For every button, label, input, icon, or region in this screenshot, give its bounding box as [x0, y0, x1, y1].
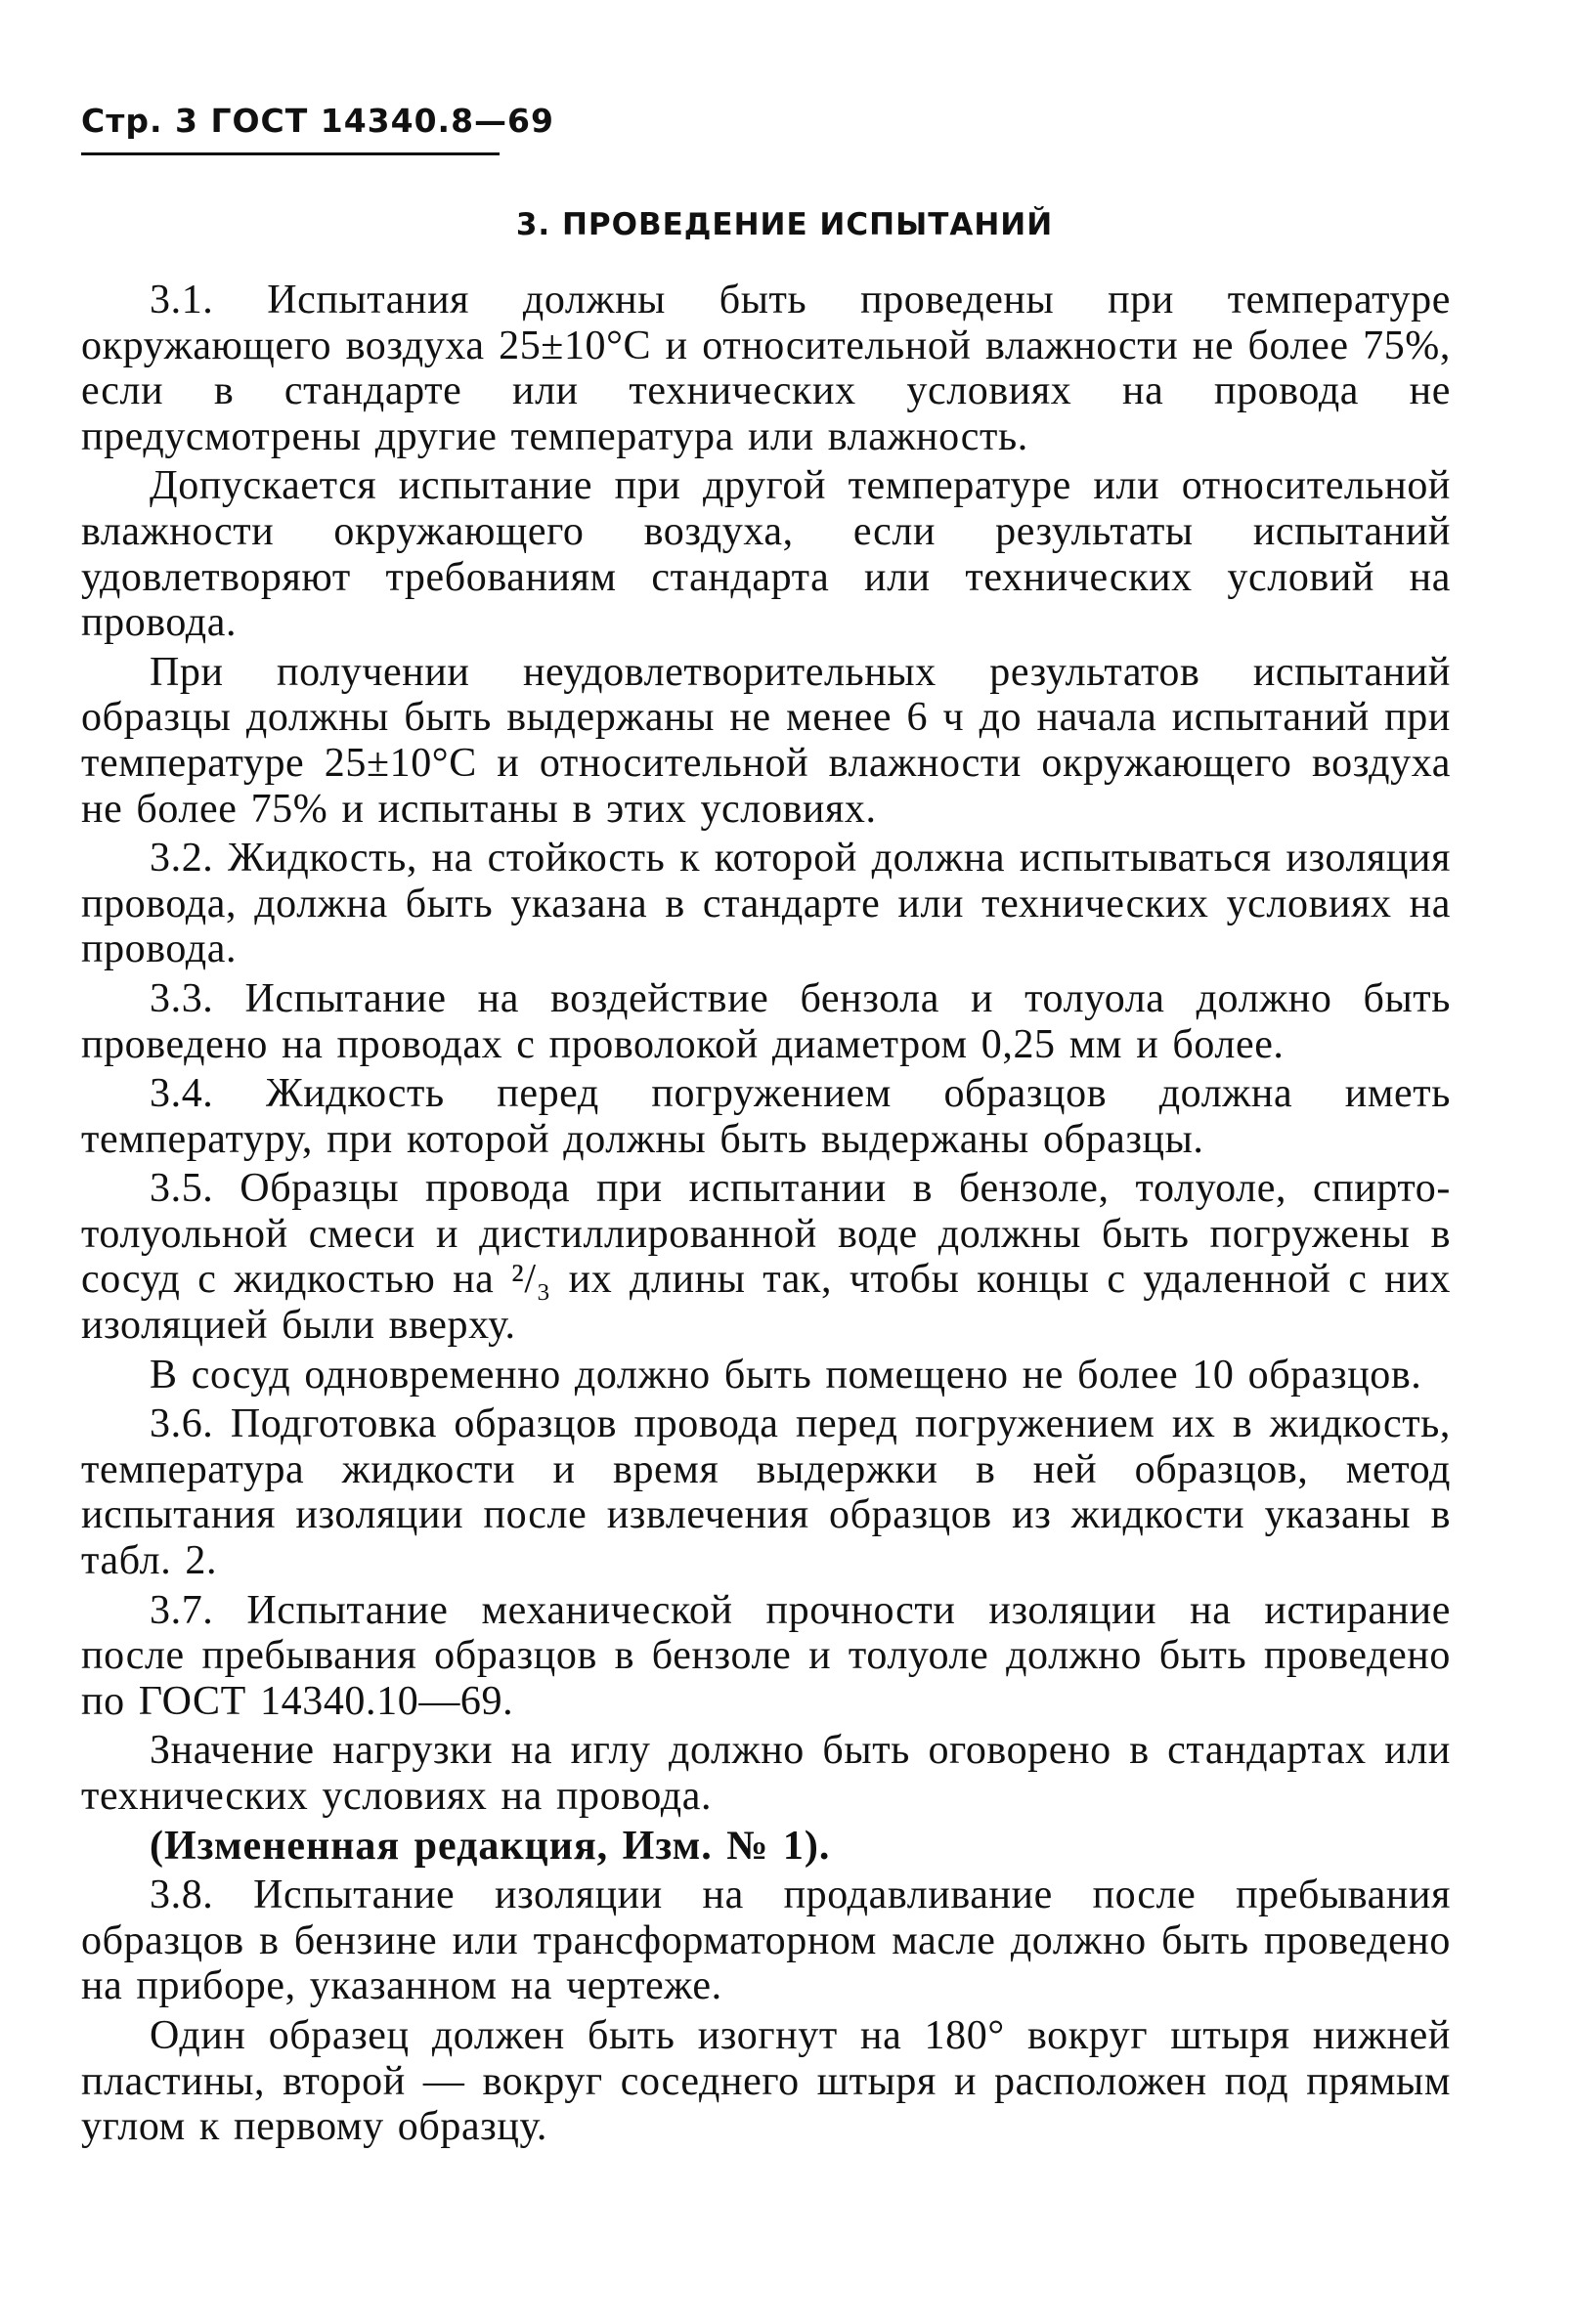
paragraph-3-4: 3.4. Жидкость перед погружением образцов должна иметь температуру, при которой должны быть выдержаны образцы. — [81, 1071, 1451, 1162]
running-header: Стр. 3 ГОСТ 14340.8—69 — [81, 102, 554, 140]
paragraph-3-8: 3.8. Испытание изоляции на продавливание после пребывания образцов в бензине или трансформаторном масле должно быть проведено на приборе, указанном на чертеже. — [81, 1872, 1451, 2009]
amendment-note: (Измененная редакция, Изм. № 1). — [150, 1823, 831, 1869]
paragraph-3-7-load: Значение нагрузки на иглу должно быть оговорено в стандартах или технических условиях на провода. — [81, 1728, 1451, 1819]
header-rule — [81, 152, 500, 155]
paragraph-3-1-conditioning: При получении неудовлетворительных результатов испытаний образцы должны быть выдержаны не менее 6 ч до начала испытаний при температуре 25±10°С и относительной влажности окружающего воздуха не более 75% и испытаны в этих условиях. — [81, 649, 1451, 832]
paragraph-3-1-allowance: Допускается испытание при другой температуре или относительной влажности окружающего воздуха, если результаты испытаний удовлетворяют требованиям стандарта или технических условий на провода. — [81, 463, 1451, 646]
paragraph-3-6: 3.6. Подготовка образцов провода перед погружением их в жидкость, температура жидкости и время выдержки в ней образцов, метод испытания изоляции после извлечения образцов из жидкости указаны в табл. 2. — [81, 1401, 1451, 1584]
paragraph-3-5-vessel: В сосуд одновременно должно быть помещено не более 10 образцов. — [150, 1352, 1422, 1398]
section-title: 3. ПРОВЕДЕНИЕ ИСПЫТАНИЙ — [515, 207, 1054, 242]
paragraph-3-3: 3.3. Испытание на воздействие бензола и толуола должно быть проведено на проводах с проволокой диаметром 0,25 мм и более. — [81, 975, 1451, 1067]
paragraph-3-1: 3.1. Испытания должны быть проведены при температуре окружающего воздуха 25±10°С и относительной влажности не более 75%, если в стандарте или технических условиях на провода не предусмотрены другие температура или влажность. — [81, 278, 1451, 459]
paragraph-3-7: 3.7. Испытание механической прочности изоляции на истирание после пребывания образцов в бензоле и толуоле должно быть проведено по ГОСТ 14340.10—69. — [81, 1587, 1451, 1724]
paragraph-3-8-samples: Один образец должен быть изогнут на 180° вокруг штыря нижней пластины, второй — вокруг соседнего штыря и расположен под прямым углом к первому образцу. — [81, 2012, 1451, 2150]
body-text — [81, 278, 1451, 2154]
paragraph-3-2: 3.2. Жидкость, на стойкость к которой должна испытываться изоляция провода, должна быть указана в стандарте или технических условиях на провода. — [81, 836, 1451, 972]
paragraph-3-5: 3.5. Образцы провода при испытании в бензоле, толуоле, спирто-толуольной смеси и дистиллированной воде должны быть погружены в сосуд с жидкостью на ²/₃ их длины так, чтобы концы с удаленной с них изоляцией были вверху. — [81, 1166, 1451, 1349]
